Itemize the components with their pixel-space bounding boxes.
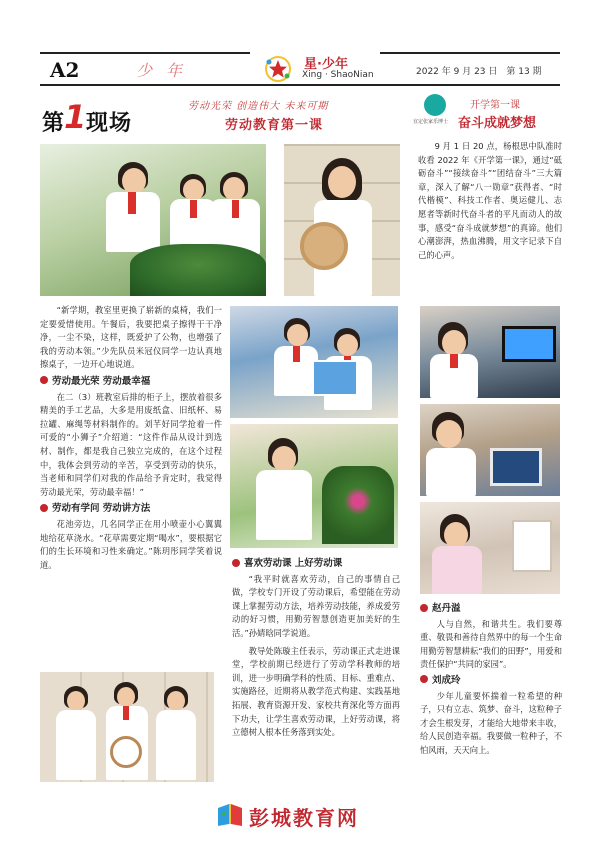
- site-name: 彭城教育网: [249, 806, 359, 830]
- sidebar-kicker: 开学第一课: [470, 100, 520, 111]
- main-story-middle-column: [232, 554, 400, 740]
- feature-title: 劳动教育第一课: [225, 118, 324, 133]
- issue-date: 2022 年 9 月 23 日 第 13 期: [416, 67, 542, 77]
- section-text: “我平时就喜欢劳动，自己的事情自己做，学校专门开设了劳动课后，希望能在劳动课上掌握劳动方法，培养劳动技能，养成爱劳动的好习惯，用勤劳智慧创造更加美好的生活。”孙婧晗同学说道。: [232, 573, 400, 638]
- sidebar-voices-column: [420, 600, 562, 758]
- feature-slogan: 劳动光荣 创造伟大 未来可期: [188, 101, 329, 112]
- voice-text: 少年儿童要怀揣着一粒希望的种子，只有立志、筑梦、奋斗，这粒种子才会生根发芽，才能给大地带来丰收，给人民创造幸福。我要做一粒种子，不怕风雨，天天向上。: [420, 690, 562, 755]
- bullet-dot-icon: [420, 675, 428, 683]
- voice-author: 刘成玲: [420, 674, 562, 688]
- section-text: 花池旁边，几名同学正在用小喷壶小心翼翼地给花草浇水。“花草需要定期“喝水”，要根据它们的生长环境和习性来确定。”陈玥彤同学笑着说道。: [40, 518, 222, 570]
- sidebar-intro-column: [418, 140, 562, 262]
- column-logo-number: 1: [64, 98, 87, 136]
- voice-text: 人与自然，和谐共生。我们要尊重、敬畏和善待自然界中的每一个生命用勤劳智慧耕耘“我们的田野”，用爱和责任保护“共同的家园”。: [420, 618, 562, 670]
- brand-name: 星·少年: [304, 57, 348, 72]
- photo-three-kids-crafts: [40, 672, 214, 782]
- bullet-dot-icon: [40, 504, 48, 512]
- section-text: 教导处陈璇主任表示，劳动课正式走进课堂，学校前期已经进行了劳动学科教师的培训，进一步明确学科的性质、目标、重难点、实施路径，近期将从教学范式构建、实践基地拓展、教育资源开发、家校共育深化等方面再下功夫，让学生喜欢劳动课，上好劳动课，将立德树人根本任务落到实处。: [232, 645, 400, 738]
- book-logo-icon: [215, 800, 245, 828]
- school-badge-icon: [424, 94, 446, 116]
- sidebar-intro: 9 月 1 日 20 点，杨根思中队准时收看 2022 年《开学第一课》，通过“砥砺奋斗”“接续奋斗”“团结奋斗”三大篇章，深入了解“八一勋章”获得者、“时代楷模”、科技工作者、奥运健儿、志愿者等新时代奋斗者的平凡而动人的故事，感受“奋斗成就梦想”的真谛。他们心潮澎湃，热血沸腾，用文字记录下自己的心声。: [418, 141, 562, 260]
- school-badge-caption: 宜定张家乐博士: [413, 119, 449, 125]
- bullet-dot-icon: [420, 604, 428, 612]
- photo-girl-craft: [284, 144, 400, 296]
- section-text: 在二（3）班教室后排的柜子上，摆放着很多精美的手工艺品，大多是用废纸盒、旧纸杯、易拉罐、麻绳等材料制作的。刘芊好同学抢着一件可爱的“小狮子”介绍道：“这件作品从设计到选材、制作，都是我自己独立完成的，在这个过程中，我体会到劳动的辛苦，享受到劳动的快乐，当老师和同学们对我的作品给予肯定时，我觉得劳动最光荣，劳动最幸福！”: [40, 391, 222, 497]
- section-heading: 劳动有学问 劳动讲方法: [40, 502, 222, 516]
- section-heading: 喜欢劳动课 上好劳动课: [232, 557, 400, 571]
- masthead-rule-left: [40, 52, 250, 54]
- bullet-dot-icon: [40, 376, 48, 384]
- column-logo-suffix: 现场: [86, 111, 133, 136]
- masthead: [40, 44, 560, 90]
- photo-kids-plants: [40, 144, 266, 296]
- voice-author: 赵丹溢: [420, 602, 562, 616]
- column-logo-prefix: 第: [42, 111, 65, 136]
- footer-site-logo: [215, 800, 395, 828]
- photo-girl-watering: [230, 424, 398, 548]
- bullet-dot-icon: [232, 559, 240, 567]
- masthead-rule-bottom: [40, 84, 560, 86]
- page-number: A2: [50, 58, 80, 82]
- section-heading: 劳动最光荣 劳动最幸福: [40, 375, 222, 389]
- section-name: 少年: [136, 61, 197, 80]
- masthead-rule-right: [380, 52, 560, 54]
- photo-girl-tv-lesson: [420, 306, 560, 398]
- column-logo: [42, 96, 162, 136]
- main-lead: “新学期，教室里更换了崭新的桌椅，我们一定要爱惜使用。午餐后，我要把桌子擦得干干净净，一尘不染，这样，既爱护了公物，也增强了我的劳动本领。”少先队员米冠仪同学一边认真地擦桌子，一边开心地说道。: [40, 305, 222, 370]
- sidebar-title: 奋斗成就梦想: [458, 116, 537, 131]
- brand-name-latin: Xing · ShaoNian: [302, 70, 374, 80]
- main-story-left-column: [40, 304, 222, 572]
- photo-girl-at-home: [420, 502, 560, 594]
- photo-boy-tablet: [420, 404, 560, 496]
- photo-kids-reading: [230, 306, 398, 418]
- star-logo-icon: [263, 54, 293, 84]
